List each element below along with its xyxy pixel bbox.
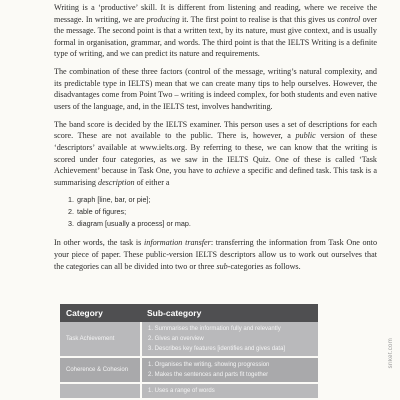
table-row xyxy=(60,322,318,357)
paragraph-2: The combination of these three factors (control of the message, writing’s natural complexity, and its predictable type in IELTS) mean that we can create many tips to help ourselves. However, the disadvantages come from Point Two – writing is indeed complex, for both students and even native users of the language, and, in the IELTS test, involves handwriting. xyxy=(54,67,377,111)
list-item: 2. table of figures; xyxy=(76,206,377,218)
emphasis-text: public xyxy=(295,131,316,141)
task-type-list xyxy=(54,194,377,230)
paragraph-1: Writing is a ‘productive’ skill. It is different from listening and reading, where we receive the message. In writing, we are producing it. The first point to realise is that this gives us control over the message. The second point is that a written text, by its nature, must give context, and is usually formal in organisation, grammar, and words. The third point is that the IELTS Writing is a definite type of writing, and we can predict its nature and requirements. xyxy=(54,3,378,59)
emphasis-text: sub xyxy=(216,261,228,271)
sub-category-cell xyxy=(141,357,318,383)
sub-category-item: 1. Uses a range of words xyxy=(148,388,215,394)
document-page xyxy=(54,2,377,278)
emphasis-text: information transfer xyxy=(144,238,211,248)
category-cell: Task Achievement xyxy=(60,322,141,357)
table-row xyxy=(60,383,318,399)
sub-category-item: 1. Summarises the information fully and relevantly xyxy=(148,326,281,332)
header-sub-category: Sub-category xyxy=(141,304,318,322)
category-cell xyxy=(60,383,141,399)
paragraph-4: In other words, the task is information transfer: transferring the information from Task One onto your piece of paper. These public-version IELTS descriptors allow us to work out ourselves that the categories can all be divided into two or three sub-categories as follows. xyxy=(54,238,378,271)
paragraph-3: The band score is decided by the IELTS examiner. This person uses a set of descriptions for each score. These are not available to the public. There is, however, a public version of these ‘descriptors’ available at www.ielts.org. By referring to these, we can know that the writing is scored under four categories, as we saw in the IELTS Quiz. One of these is called ‘Task Achievement’ because in Task One, you have to achieve a specific and defined task. This task is a summarising description of either a xyxy=(54,119,377,187)
descriptor-table-wrap xyxy=(60,304,318,400)
table-header-row xyxy=(60,304,318,322)
sub-category-item: 3. Describes key features [identifies and gives data] xyxy=(148,346,286,352)
descriptor-table xyxy=(60,304,318,400)
sub-category-item: 2. Makes the sentences and parts fit together xyxy=(148,372,269,378)
table-row xyxy=(60,357,318,383)
list-item: 3. diagram [usually a process] or map. xyxy=(76,218,377,230)
sub-category-cell xyxy=(141,383,318,399)
emphasis-text: achieve xyxy=(214,166,240,176)
watermark-text: sriket.com xyxy=(388,338,394,369)
category-cell: Coherence & Cohesion xyxy=(60,357,141,383)
emphasis-text: producing xyxy=(146,14,180,24)
sub-category-cell xyxy=(141,322,318,357)
list-item: 1. graph [line, bar, or pie]; xyxy=(76,194,377,206)
header-category: Category xyxy=(60,304,141,322)
emphasis-text: description xyxy=(98,177,135,187)
sub-category-item: 2. Gives an overview xyxy=(148,336,204,342)
sub-category-item: 1. Organises the writing, showing progression xyxy=(148,362,270,368)
emphasis-text: control xyxy=(337,14,361,24)
